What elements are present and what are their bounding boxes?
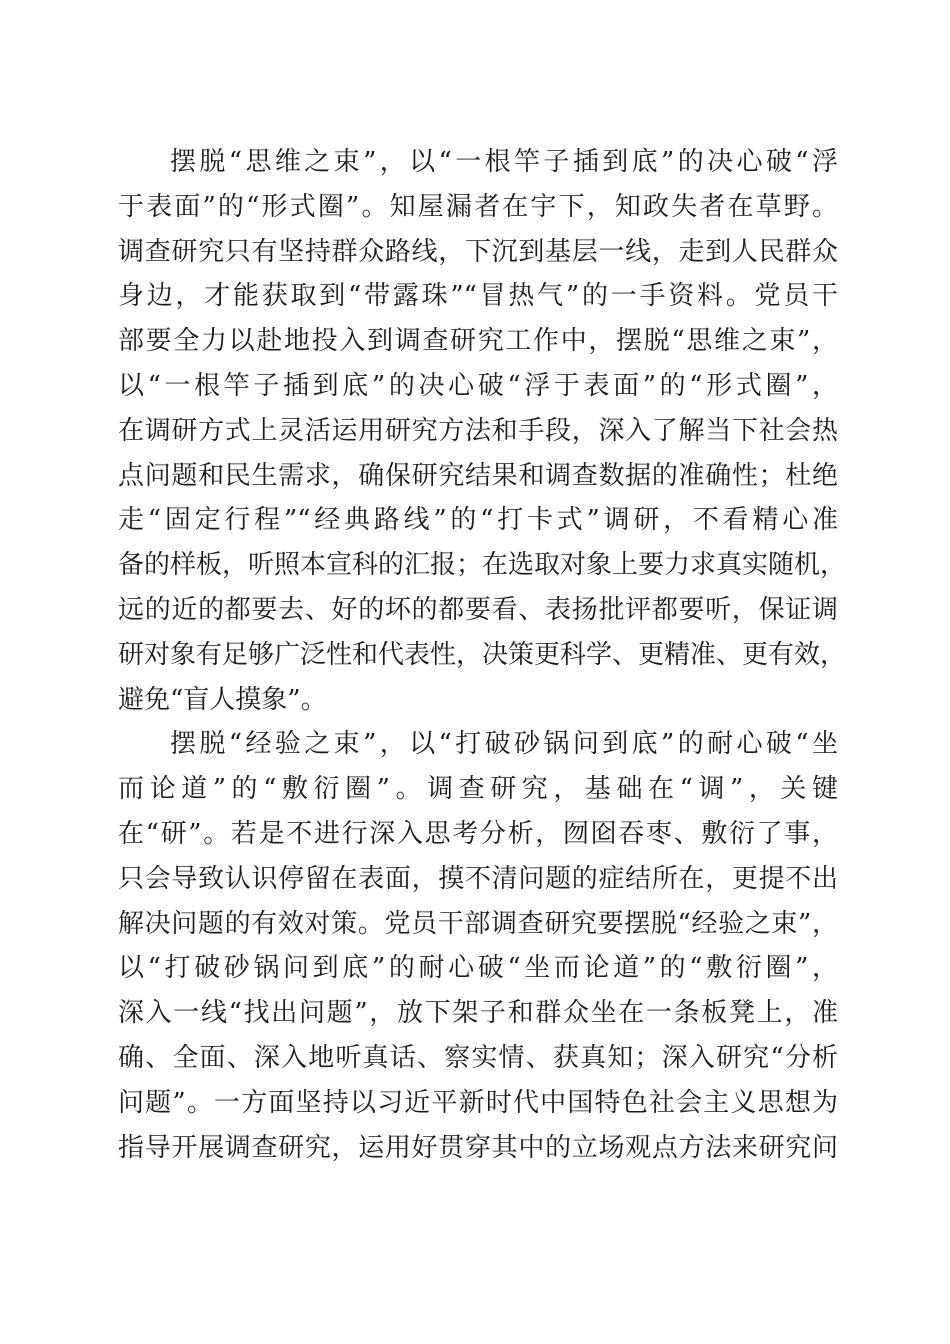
paragraph-line: 摆脱“经验之束”，以“打破砂锅问到底”的耐心破“坐 [170, 729, 838, 760]
paragraph-line: 于表面”的“形式圈”。知屋漏者在宇下，知政失者在草野。 [118, 191, 838, 222]
paragraph-line: 备的样板，听照本宣科的汇报；在选取对象上要力求真实随机， [118, 550, 847, 581]
paragraph-line: 走“固定行程”“经典路线”的“打卡式”调研，不看精心准 [118, 505, 838, 536]
paragraph-line: 深入一线“找出问题”，放下架子和群众坐在一条板凳上，准 [118, 998, 838, 1029]
paragraph-line: 而论道”的“敷衍圈”。调查研究，基础在“调”，关键 [118, 774, 838, 805]
paragraph-line: 解决问题的有效对策。党员干部调查研究要摆脱“经验之束”， [118, 908, 838, 939]
paragraph-line: 部要全力以赴地投入到调查研究工作中，摆脱“思维之束”， [118, 326, 838, 357]
paragraph-line: 远的近的都要去、好的坏的都要看、表扬批评都要听，保证调 [118, 594, 838, 625]
paragraph-line: 指导开展调查研究，运用好贯穿其中的立场观点方法来研究问 [118, 1132, 838, 1163]
paragraph-line: 点问题和民生需求，确保研究结果和调查数据的准确性；杜绝 [118, 460, 838, 491]
paragraph-line: 摆脱“思维之束”，以“一根竿子插到底”的决心破“浮 [170, 147, 838, 177]
paragraph-line: 避免“盲人摸象”。 [118, 684, 327, 715]
paragraph [118, 140, 847, 722]
paragraph-line: 确、全面、深入地听真话、察实情、获真知；深入研究“分析 [118, 1042, 838, 1073]
paragraph-line: 研对象有足够广泛性和代表性，决策更科学、更精准、更有效， [118, 639, 847, 670]
paragraph-line: 问题”。一方面坚持以习近平新时代中国特色社会主义思想为 [118, 1087, 838, 1118]
paragraph-line: 身边，才能获取到“带露珠”“冒热气”的一手资料。党员干 [118, 281, 838, 312]
paragraph-line: 在调研方式上灵活运用研究方法和手段，深入了解当下社会热 [118, 415, 838, 446]
paragraph-line: 以“打破砂锅问到底”的耐心破“坐而论道”的“敷衍圈”， [118, 953, 838, 984]
paragraph-line: 在“研”。若是不进行深入思考分析，囫囵吞枣、敷衍了事， [118, 818, 838, 849]
paragraph-line: 以“一根竿子插到底”的决心破“浮于表面”的“形式圈”， [118, 370, 838, 401]
document-body [118, 140, 847, 1170]
paragraph-line: 调查研究只有坚持群众路线，下沉到基层一线，走到人民群众 [118, 236, 838, 267]
paragraph [118, 722, 838, 1170]
paragraph-line: 只会导致认识停留在表面，摸不清问题的症结所在，更提不出 [118, 863, 838, 894]
